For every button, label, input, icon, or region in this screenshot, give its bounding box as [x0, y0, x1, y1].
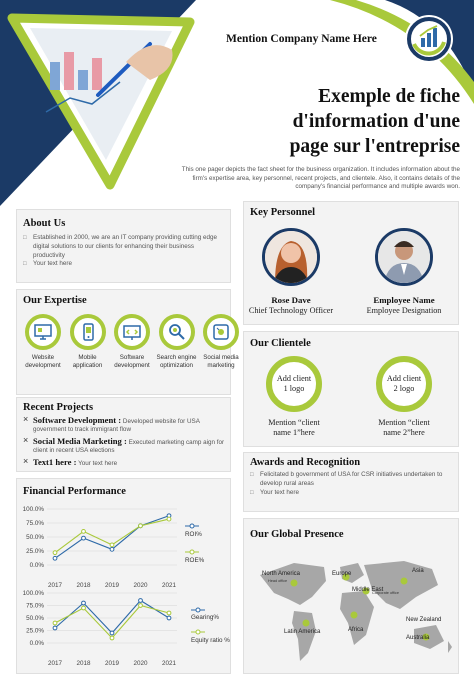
y-tick-label: 0.0%	[29, 562, 44, 569]
award-item: □ Felicitated b government of USA for CSR initiatives undertaken to develop rural areas	[250, 471, 455, 489]
y-tick-label: 0.0%	[29, 640, 44, 647]
legend-equity: Equity ratio %	[191, 637, 230, 644]
mobile-icon	[78, 322, 98, 342]
data-point	[110, 543, 114, 547]
about-item: □ Your text here	[23, 260, 227, 269]
x-tick-label: 2017	[47, 582, 63, 589]
seo-icon	[167, 322, 187, 342]
legend-gearing: Gearing%	[191, 614, 220, 621]
map-marker	[401, 578, 408, 585]
map-label-middle-east: Middle East	[352, 587, 384, 593]
person-1	[236, 228, 346, 315]
y-tick-label: 100.0%	[22, 590, 44, 597]
clientele-title: Our Clientele	[250, 338, 311, 349]
intro-text: This one pager depicts the fact sheet for the business organization. It includes information about the firm's expertise area, key personnel, recent projects, and clientele. Also, it contains details of the company's financial performance and multiple awards won.	[181, 166, 460, 191]
expertise-item-website: Website development	[21, 314, 65, 370]
map-marker	[351, 612, 358, 619]
client-name: Mention “client name 2”here	[378, 418, 430, 437]
data-point	[167, 616, 171, 620]
legend-roi: ROI%	[185, 531, 202, 538]
page-title: Exemple de fiche d'information d'une page sur l'entreprise	[289, 86, 460, 157]
legend-gearing-marker	[191, 607, 205, 613]
map-sub-corporate-office: Corporate office	[372, 591, 399, 595]
company-name: Mention Company Name Here	[226, 33, 377, 45]
social-media-icon	[211, 322, 231, 342]
client-logo-placeholder: Add client 2 logo	[376, 356, 432, 412]
y-tick-label: 50.0%	[26, 534, 44, 541]
software-icon	[122, 322, 142, 342]
expertise-title: Our Expertise	[23, 295, 87, 306]
avatar	[375, 228, 433, 286]
client-name: Mention “client name 1”here	[268, 418, 320, 437]
clientele-card	[243, 331, 459, 447]
data-point	[110, 547, 114, 551]
projects-title: Recent Projects	[23, 402, 94, 413]
expertise-card	[16, 289, 239, 395]
legend-roe-marker	[185, 549, 199, 555]
map-label-asia: Asia	[412, 568, 424, 574]
presence-card	[243, 518, 459, 674]
personnel-title: Key Personnel	[250, 207, 316, 218]
map-label-new-zealand: New Zealand	[406, 617, 442, 623]
data-point	[110, 631, 114, 635]
awards-card	[243, 452, 459, 512]
person-2	[349, 228, 459, 315]
projects-card	[16, 397, 231, 472]
x-tick-label: 2018	[76, 660, 91, 667]
data-point	[139, 604, 143, 608]
data-point	[82, 530, 86, 534]
x-tick-label: 2017	[47, 660, 63, 667]
expertise-item-social: Social media marketing	[199, 314, 243, 370]
financial-title: Financial Performance	[23, 486, 126, 497]
expertise-item-mobile: Mobile application	[66, 314, 110, 370]
legend-equity-marker	[191, 629, 205, 635]
data-point	[53, 556, 57, 560]
about-title: About Us	[23, 218, 66, 229]
avatar	[262, 228, 320, 286]
y-tick-label: 75.0%	[26, 520, 44, 527]
data-point	[82, 536, 86, 540]
chart-gearing-equity	[17, 587, 177, 675]
data-point	[53, 551, 57, 555]
presence-title: Our Global Presence	[250, 529, 344, 540]
y-tick-label: 25.0%	[26, 548, 44, 555]
client-1	[244, 356, 344, 438]
data-point	[53, 626, 57, 630]
x-tick-label: 2019	[104, 582, 120, 589]
data-point	[167, 611, 171, 615]
map-label-australia: Australia	[406, 635, 430, 641]
data-point	[110, 636, 114, 640]
data-point	[53, 621, 57, 625]
map-label-latin-america: Latin America	[284, 629, 321, 635]
financial-card	[16, 478, 231, 674]
expertise-item-seo: Search engine optimization	[155, 314, 199, 370]
data-point	[139, 524, 143, 528]
legend-roi-marker	[185, 523, 199, 529]
data-point	[82, 606, 86, 610]
map-marker	[303, 620, 310, 627]
personnel-card	[243, 201, 459, 325]
x-tick-label: 2019	[104, 660, 120, 667]
project-item: × Software Development : Developed website for USA government to track immigrant flow	[23, 416, 229, 435]
x-tick-label: 2020	[133, 660, 148, 667]
expertise-item-software: Software development	[110, 314, 154, 370]
person-name: Rose Dave	[271, 295, 311, 305]
map-label-europe: Europe	[332, 571, 352, 577]
legend-roe: ROE%	[185, 557, 205, 564]
y-tick-label: 25.0%	[26, 627, 44, 635]
y-tick-label: 100.0%	[22, 506, 44, 513]
project-item: × Social Media Marketing : Executed marketing camp aign for client in recent USA elections	[23, 437, 229, 456]
person-role: Employee Designation	[366, 306, 442, 315]
map-sub-head-office: Head office	[268, 579, 288, 583]
y-tick-label: 75.0%	[26, 602, 44, 610]
person-role: Chief Technology Officer	[248, 306, 334, 315]
data-point	[139, 599, 143, 603]
map-label-north-america: North America	[262, 571, 301, 577]
chart-roi-roe	[17, 503, 177, 593]
x-tick-label: 2020	[133, 582, 148, 589]
company-logo-icon	[404, 14, 454, 64]
map-label-africa: Africa	[348, 627, 364, 633]
data-point	[167, 517, 171, 521]
x-tick-label: 2021	[161, 660, 177, 667]
website-icon	[33, 322, 53, 342]
data-point	[82, 601, 86, 605]
x-tick-label: 2021	[161, 582, 177, 589]
person-name: Employee Name	[373, 295, 435, 305]
map-marker	[291, 580, 298, 587]
about-card	[16, 209, 231, 283]
x-tick-label: 2018	[76, 582, 91, 589]
award-item: □ Your text here	[250, 489, 455, 498]
client-logo-placeholder: Add client 1 logo	[266, 356, 322, 412]
client-2	[354, 356, 454, 438]
about-item: □ Established in 2000, we are an IT company providing cutting edge digital solutions to our clients for enhancing their business productivity	[23, 234, 227, 260]
awards-title: Awards and Recognition	[250, 457, 361, 468]
y-tick-label: 50.0%	[26, 615, 44, 622]
project-item: × Text1 here : Your text here	[23, 458, 229, 468]
